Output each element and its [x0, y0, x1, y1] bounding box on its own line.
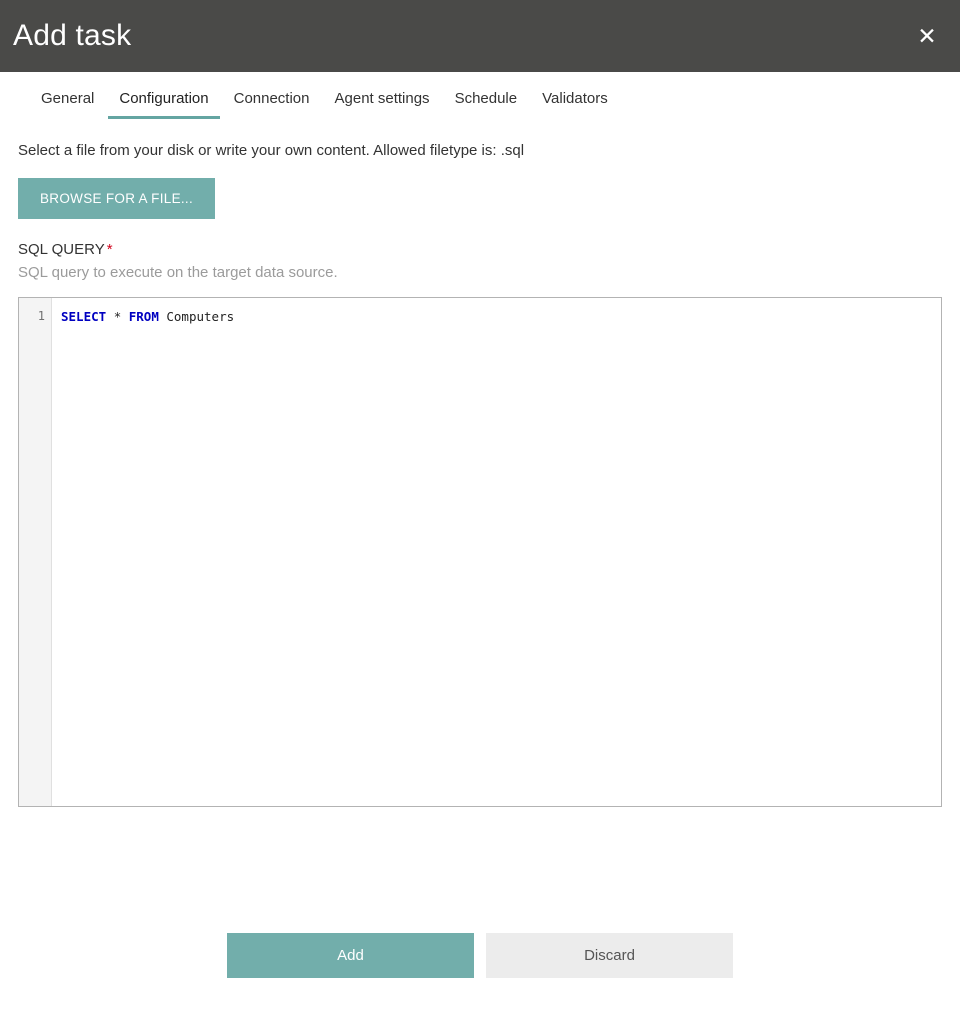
- required-marker: *: [106, 241, 113, 258]
- editor-line-numbers: 1: [19, 298, 52, 806]
- dialog-footer: [0, 933, 960, 1017]
- tab-schedule[interactable]: Schedule: [454, 90, 518, 107]
- file-hint-text: Select a file from your disk or write your own content. Allowed filetype is: .sql: [18, 142, 525, 159]
- sql-token-star: *: [113, 309, 122, 324]
- sql-query-label-text: SQL QUERY: [18, 241, 105, 258]
- tab-validators[interactable]: Validators: [542, 90, 608, 107]
- sql-query-description: SQL query to execute on the target data source.: [18, 264, 338, 281]
- tab-configuration[interactable]: Configuration: [108, 90, 219, 119]
- sql-token-table: Computers: [158, 309, 235, 324]
- dialog-titlebar: [0, 0, 960, 72]
- tab-agent-settings[interactable]: Agent settings: [334, 90, 430, 107]
- tab-general[interactable]: General: [41, 90, 95, 107]
- content-spacer: [18, 807, 942, 933]
- close-icon[interactable]: ✕: [904, 13, 950, 59]
- discard-button[interactable]: Discard: [486, 933, 733, 978]
- tab-bar: [0, 72, 960, 119]
- sql-token-space-1: [106, 309, 114, 324]
- sql-token-select: SELECT: [61, 309, 107, 324]
- tab-connection[interactable]: Connection: [233, 90, 310, 107]
- dialog-content: [0, 119, 960, 933]
- sql-token-from: FROM: [128, 309, 159, 324]
- sql-query-editor[interactable]: [18, 297, 942, 807]
- browse-for-file-button[interactable]: BROWSE FOR A FILE...: [18, 178, 215, 219]
- page-title: Add task: [13, 19, 132, 52]
- sql-token-space-2: [121, 309, 129, 324]
- add-button[interactable]: Add: [227, 933, 474, 978]
- sql-query-input[interactable]: [52, 298, 941, 806]
- sql-query-label: [18, 241, 942, 258]
